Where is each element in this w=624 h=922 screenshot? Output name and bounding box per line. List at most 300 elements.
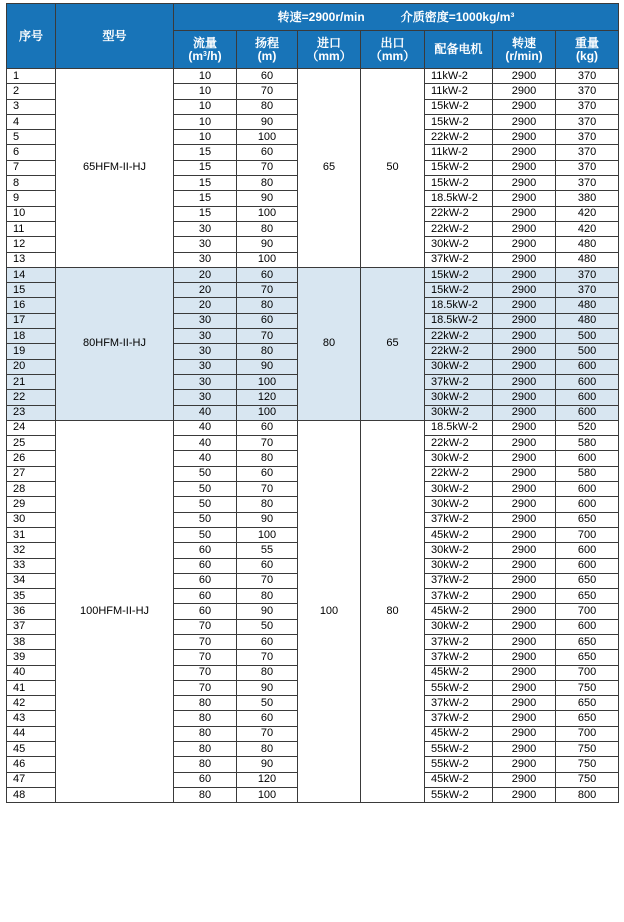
flow-cell: 30 [174,359,237,374]
weight-cell: 600 [556,374,619,389]
flow-unit-prefix: (m [188,48,204,63]
speed-cell: 2900 [493,221,556,236]
seq-cell: 32 [7,543,56,558]
motor-cell: 30kW-2 [425,390,493,405]
pump-spec-table [6,3,619,803]
flow-cell: 15 [174,176,237,191]
inlet-cell: 65 [298,69,361,268]
seq-cell: 16 [7,298,56,313]
weight-cell: 800 [556,787,619,802]
model-cell: 65HFM-II-HJ [56,69,174,268]
motor-cell: 18.5kW-2 [425,420,493,435]
flow-cell: 50 [174,482,237,497]
weight-cell: 650 [556,650,619,665]
flow-cell: 80 [174,726,237,741]
seq-cell: 7 [7,160,56,175]
weight-cell: 750 [556,757,619,772]
seq-cell: 10 [7,206,56,221]
motor-cell: 18.5kW-2 [425,313,493,328]
head-cell: 100 [237,405,298,420]
flow-cell: 70 [174,650,237,665]
weight-cell: 580 [556,436,619,451]
motor-cell: 30kW-2 [425,558,493,573]
head-cell: 70 [237,436,298,451]
flow-cell: 10 [174,84,237,99]
flow-cell: 30 [174,252,237,267]
head-cell: 60 [237,267,298,282]
weight-cell: 500 [556,329,619,344]
speed-cell: 2900 [493,191,556,206]
motor-cell: 55kW-2 [425,757,493,772]
flow-cell: 60 [174,573,237,588]
head-cell: 80 [237,742,298,757]
weight-cell: 600 [556,390,619,405]
motor-cell: 45kW-2 [425,726,493,741]
motor-cell: 55kW-2 [425,680,493,695]
inlet-cell: 80 [298,267,361,420]
seq-cell: 11 [7,221,56,236]
outlet-cell: 80 [361,420,425,802]
conditions-header: 转速=2900r/min 介质密度=1000kg/m³ [174,4,619,31]
flow-cell: 30 [174,237,237,252]
flow-cell: 30 [174,344,237,359]
head-cell: 90 [237,757,298,772]
head-cell: 60 [237,558,298,573]
speed-cell: 2900 [493,114,556,129]
head-cell: 80 [237,298,298,313]
weight-cell: 700 [556,604,619,619]
speed-cell: 2900 [493,84,556,99]
motor-cell: 37kW-2 [425,512,493,527]
weight-cell: 520 [556,420,619,435]
weight-cell: 600 [556,497,619,512]
weight-cell: 600 [556,405,619,420]
weight-cell: 600 [556,482,619,497]
flow-cell: 30 [174,329,237,344]
head-cell: 70 [237,482,298,497]
weight-cell: 650 [556,512,619,527]
seq-cell: 2 [7,84,56,99]
weight-cell: 650 [556,634,619,649]
seq-cell: 41 [7,680,56,695]
motor-cell: 37kW-2 [425,573,493,588]
seq-cell: 39 [7,650,56,665]
speed-cell: 2900 [493,390,556,405]
speed-cell: 2900 [493,160,556,175]
motor-cell: 37kW-2 [425,634,493,649]
flow-cell: 60 [174,772,237,787]
seq-cell: 34 [7,573,56,588]
motor-cell: 15kW-2 [425,283,493,298]
seq-cell: 28 [7,482,56,497]
motor-cell: 30kW-2 [425,543,493,558]
seq-cell: 17 [7,313,56,328]
speed-cell: 2900 [493,145,556,160]
flow-cell: 20 [174,298,237,313]
weight-cell: 750 [556,680,619,695]
flow-cell: 30 [174,221,237,236]
head-cell: 90 [237,680,298,695]
speed-cell: 2900 [493,451,556,466]
seq-cell: 19 [7,344,56,359]
seq-cell: 35 [7,589,56,604]
motor-cell: 15kW-2 [425,160,493,175]
motor-cell: 30kW-2 [425,405,493,420]
flow-cell: 10 [174,114,237,129]
motor-cell: 30kW-2 [425,237,493,252]
seq-cell: 20 [7,359,56,374]
flow-cell: 30 [174,313,237,328]
flow-cell: 50 [174,512,237,527]
seq-cell: 12 [7,237,56,252]
motor-cell: 30kW-2 [425,482,493,497]
motor-cell: 45kW-2 [425,772,493,787]
head-cell: 55 [237,543,298,558]
head-cell: 120 [237,772,298,787]
speed-cell: 2900 [493,573,556,588]
weight-header [556,31,619,69]
speed-cell: 2900 [493,313,556,328]
seq-cell: 29 [7,497,56,512]
motor-cell: 22kW-2 [425,436,493,451]
flow-cell: 60 [174,543,237,558]
speed-cell: 2900 [493,650,556,665]
weight-unit: (kg) [576,48,599,63]
speed-cell: 2900 [493,757,556,772]
speed-cell: 2900 [493,99,556,114]
flow-cell: 15 [174,145,237,160]
head-cell: 70 [237,650,298,665]
seq-cell: 3 [7,99,56,114]
seq-cell: 6 [7,145,56,160]
motor-cell: 30kW-2 [425,451,493,466]
motor-cell: 11kW-2 [425,145,493,160]
speed-cell: 2900 [493,696,556,711]
speed-cell: 2900 [493,298,556,313]
head-cell: 90 [237,237,298,252]
head-cell: 80 [237,589,298,604]
speed-cell: 2900 [493,787,556,802]
model-cell: 100HFM-II-HJ [56,420,174,802]
head-cell: 120 [237,390,298,405]
seq-cell: 37 [7,619,56,634]
table-row [7,420,619,435]
inlet-header [298,31,361,69]
motor-cell: 22kW-2 [425,466,493,481]
seq-cell: 25 [7,436,56,451]
speed-cell: 2900 [493,344,556,359]
flow-cell: 60 [174,604,237,619]
weight-cell: 700 [556,726,619,741]
head-label: 扬程 [254,35,279,50]
weight-cell: 650 [556,711,619,726]
seq-cell: 47 [7,772,56,787]
flow-cell: 80 [174,711,237,726]
seq-cell: 46 [7,757,56,772]
head-cell: 70 [237,726,298,741]
flow-cell: 60 [174,589,237,604]
weight-cell: 370 [556,176,619,191]
speed-unit: (r/min) [505,48,543,63]
flow-cell: 80 [174,757,237,772]
speed-label: 转速 [511,35,536,50]
speed-cell: 2900 [493,283,556,298]
seq-cell: 8 [7,176,56,191]
speed-cell: 2900 [493,558,556,573]
speed-cell: 2900 [493,436,556,451]
flow-unit-suffix: /h) [206,48,222,63]
weight-label: 重量 [575,35,600,50]
flow-cell: 10 [174,99,237,114]
seq-cell: 40 [7,665,56,680]
motor-cell: 11kW-2 [425,84,493,99]
head-cell: 90 [237,114,298,129]
head-cell: 100 [237,527,298,542]
speed-cell: 2900 [493,130,556,145]
seq-cell: 13 [7,252,56,267]
speed-cell: 2900 [493,329,556,344]
outlet-unit: （mm） [369,48,416,63]
head-cell: 80 [237,497,298,512]
head-cell: 90 [237,191,298,206]
speed-cell: 2900 [493,726,556,741]
speed-cell: 2900 [493,665,556,680]
motor-cell: 37kW-2 [425,589,493,604]
seq-cell: 27 [7,466,56,481]
seq-cell: 21 [7,374,56,389]
flow-cell: 60 [174,558,237,573]
speed-cell: 2900 [493,543,556,558]
head-cell: 60 [237,634,298,649]
weight-cell: 370 [556,99,619,114]
table-row [7,267,619,282]
flow-cell: 10 [174,69,237,84]
flow-cell: 15 [174,206,237,221]
motor-cell: 22kW-2 [425,206,493,221]
weight-cell: 370 [556,114,619,129]
speed-cell: 2900 [493,252,556,267]
motor-cell: 15kW-2 [425,114,493,129]
weight-cell: 650 [556,696,619,711]
weight-cell: 370 [556,283,619,298]
motor-cell: 45kW-2 [425,527,493,542]
head-cell: 90 [237,359,298,374]
speed-cell: 2900 [493,482,556,497]
motor-cell: 22kW-2 [425,221,493,236]
flow-cell: 80 [174,742,237,757]
head-cell: 70 [237,283,298,298]
head-cell: 80 [237,176,298,191]
head-cell: 60 [237,711,298,726]
flow-cell: 70 [174,665,237,680]
outlet-cell: 65 [361,267,425,420]
motor-cell: 37kW-2 [425,711,493,726]
motor-cell: 15kW-2 [425,267,493,282]
speed-cell: 2900 [493,69,556,84]
speed-cell: 2900 [493,420,556,435]
weight-cell: 370 [556,130,619,145]
speed-cell: 2900 [493,359,556,374]
outlet-header [361,31,425,69]
head-cell: 60 [237,420,298,435]
motor-cell: 37kW-2 [425,696,493,711]
speed-cell: 2900 [493,772,556,787]
inlet-cell: 100 [298,420,361,802]
seq-cell: 14 [7,267,56,282]
weight-cell: 370 [556,69,619,84]
speed-cell: 2900 [493,589,556,604]
head-cell: 80 [237,665,298,680]
flow-cell: 40 [174,451,237,466]
speed-cell: 2900 [493,237,556,252]
head-header [237,31,298,69]
weight-cell: 480 [556,313,619,328]
flow-cell: 50 [174,497,237,512]
model-header: 型号 [56,4,174,69]
inlet-unit: （mm） [306,48,352,63]
head-cell: 80 [237,344,298,359]
head-cell: 100 [237,206,298,221]
motor-cell: 18.5kW-2 [425,191,493,206]
flow-cell: 50 [174,527,237,542]
flow-label: 流量 [192,35,217,50]
weight-cell: 580 [556,466,619,481]
motor-cell: 15kW-2 [425,99,493,114]
speed-cell: 2900 [493,512,556,527]
flow-cell: 40 [174,420,237,435]
weight-cell: 650 [556,589,619,604]
motor-cell: 45kW-2 [425,604,493,619]
head-cell: 80 [237,221,298,236]
weight-cell: 380 [556,191,619,206]
flow-cell: 50 [174,466,237,481]
motor-cell: 22kW-2 [425,329,493,344]
flow-cell: 80 [174,696,237,711]
seq-cell: 43 [7,711,56,726]
motor-cell: 30kW-2 [425,359,493,374]
flow-cell: 15 [174,191,237,206]
head-cell: 70 [237,573,298,588]
head-cell: 70 [237,160,298,175]
weight-cell: 420 [556,206,619,221]
head-cell: 50 [237,696,298,711]
head-cell: 60 [237,313,298,328]
head-cell: 100 [237,374,298,389]
motor-cell: 15kW-2 [425,176,493,191]
weight-cell: 480 [556,237,619,252]
weight-cell: 480 [556,298,619,313]
weight-cell: 600 [556,619,619,634]
weight-cell: 370 [556,160,619,175]
seq-cell: 18 [7,329,56,344]
seq-cell: 26 [7,451,56,466]
seq-cell: 44 [7,726,56,741]
inlet-label: 进口 [316,35,341,50]
head-unit: (m) [257,48,277,63]
motor-cell: 11kW-2 [425,69,493,84]
head-cell: 60 [237,145,298,160]
weight-cell: 500 [556,344,619,359]
seq-cell: 23 [7,405,56,420]
flow-cell: 20 [174,283,237,298]
seq-header: 序号 [7,4,56,69]
flow-cell: 70 [174,634,237,649]
head-cell: 50 [237,619,298,634]
speed-cell: 2900 [493,604,556,619]
speed-cell: 2900 [493,711,556,726]
head-cell: 70 [237,84,298,99]
flow-cell: 10 [174,130,237,145]
speed-cell: 2900 [493,497,556,512]
outlet-label: 出口 [380,35,405,50]
head-cell: 80 [237,451,298,466]
head-cell: 70 [237,329,298,344]
seq-cell: 22 [7,390,56,405]
speed-cell: 2900 [493,405,556,420]
flow-cell: 15 [174,160,237,175]
motor-cell: 55kW-2 [425,742,493,757]
weight-cell: 600 [556,543,619,558]
model-cell: 80HFM-II-HJ [56,267,174,420]
speed-cell: 2900 [493,742,556,757]
motor-cell: 55kW-2 [425,787,493,802]
head-cell: 60 [237,69,298,84]
flow-cell: 20 [174,267,237,282]
flow-cell: 30 [174,390,237,405]
seq-cell: 48 [7,787,56,802]
speed-cell: 2900 [493,206,556,221]
seq-cell: 4 [7,114,56,129]
flow-cell: 40 [174,436,237,451]
motor-cell: 22kW-2 [425,344,493,359]
flow-cell: 70 [174,619,237,634]
speed-cell: 2900 [493,680,556,695]
seq-cell: 15 [7,283,56,298]
head-cell: 90 [237,604,298,619]
motor-cell: 22kW-2 [425,130,493,145]
flow-cell: 80 [174,787,237,802]
seq-cell: 9 [7,191,56,206]
weight-cell: 700 [556,527,619,542]
weight-cell: 600 [556,558,619,573]
speed-header [493,31,556,69]
motor-cell: 45kW-2 [425,665,493,680]
speed-cell: 2900 [493,176,556,191]
head-cell: 80 [237,99,298,114]
spec-table-container [6,3,619,803]
outlet-cell: 50 [361,69,425,268]
seq-cell: 36 [7,604,56,619]
motor-header: 配备电机 [425,31,493,69]
seq-cell: 31 [7,527,56,542]
weight-cell: 750 [556,742,619,757]
motor-cell: 30kW-2 [425,497,493,512]
flow-cell: 70 [174,680,237,695]
table-row [7,69,619,84]
seq-cell: 30 [7,512,56,527]
seq-cell: 24 [7,420,56,435]
weight-cell: 420 [556,221,619,236]
weight-cell: 600 [556,451,619,466]
flow-header [174,31,237,69]
speed-cell: 2900 [493,466,556,481]
flow-cell: 30 [174,374,237,389]
speed-cell: 2900 [493,374,556,389]
motor-cell: 37kW-2 [425,650,493,665]
seq-cell: 42 [7,696,56,711]
head-cell: 100 [237,130,298,145]
head-cell: 90 [237,512,298,527]
